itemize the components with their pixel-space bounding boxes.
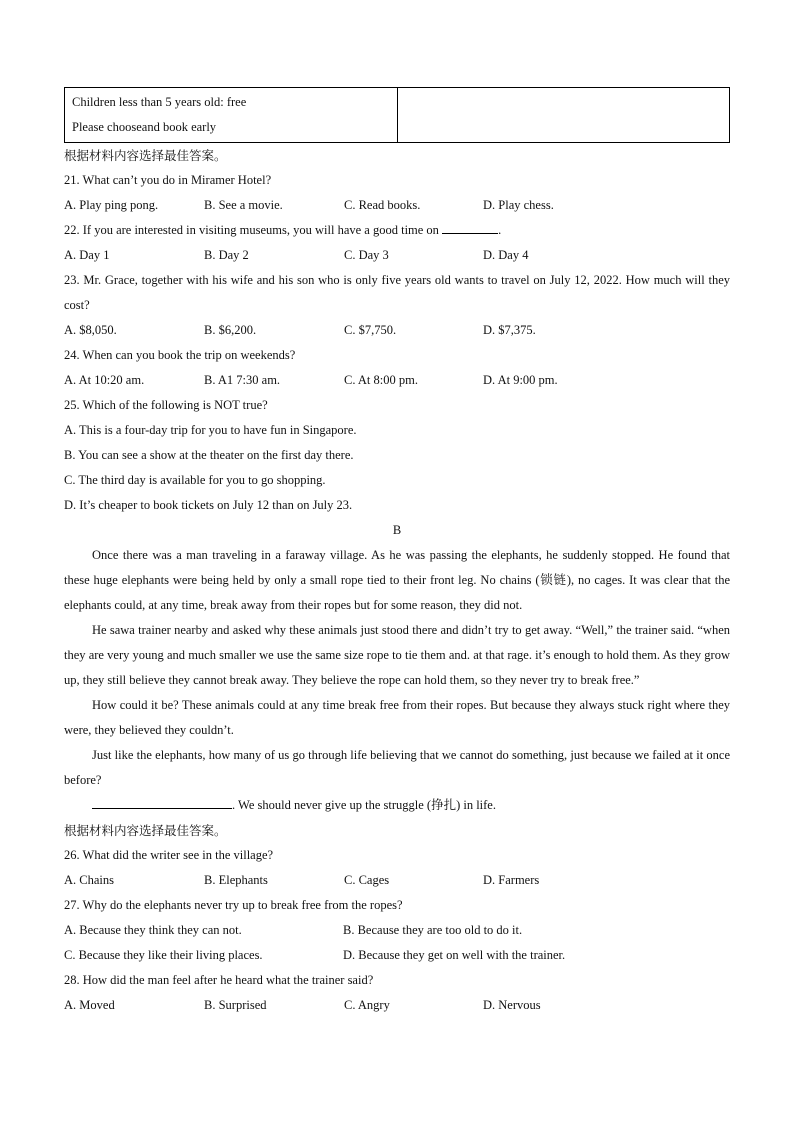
question-21-options bbox=[64, 193, 730, 218]
passage-paragraph-2: He sawa trainer nearby and asked why these animals just stood there and didn’t try to get away. “Well,” the trainer said. “when they are very young and much smaller we use the same size rope to tie them and. at that rage. it’s enough to hold them. As they grow up, they still believe they cannot break away. They believe the rope can hold them, so they never try to break free.” bbox=[64, 623, 730, 687]
option-b[interactable]: B. Elephants bbox=[204, 873, 268, 887]
option-b[interactable]: B. You can see a show at the theater on the first day there. bbox=[64, 448, 354, 462]
option-c[interactable]: C. The third day is available for you to go shopping. bbox=[64, 473, 326, 487]
table-line-book-early: Please chooseand book early bbox=[72, 120, 217, 134]
option-d[interactable]: D. Farmers bbox=[483, 873, 540, 887]
table-line-children-free: Children less than 5 years old: free bbox=[72, 95, 247, 109]
option-a[interactable]: A. Chains bbox=[64, 873, 114, 887]
question-21-stem: 21. What can’t you do in Miramer Hotel? bbox=[64, 173, 272, 187]
question-27-stem: 27. Why do the elephants never try up to break free from the ropes? bbox=[64, 898, 403, 912]
option-a[interactable]: A. $8,050. bbox=[64, 323, 117, 337]
info-table-right-cell bbox=[398, 88, 730, 143]
option-b[interactable]: B. Because they are too old to do it. bbox=[343, 923, 523, 937]
info-table bbox=[64, 87, 730, 143]
option-c[interactable]: C. $7,750. bbox=[344, 323, 397, 337]
question-22-stem-text: 22. If you are interested in visiting museums, you will have a good time on bbox=[64, 223, 439, 237]
option-b[interactable]: B. Surprised bbox=[204, 998, 267, 1012]
option-b[interactable]: B. Day 2 bbox=[204, 248, 249, 262]
instruction-text: 根据材料内容选择最佳答案。 bbox=[64, 148, 227, 163]
option-d[interactable]: D. Because they get on well with the trainer. bbox=[343, 948, 566, 962]
option-d[interactable]: D. Play chess. bbox=[483, 198, 554, 212]
option-a[interactable]: A. Day 1 bbox=[64, 248, 110, 262]
question-22-stem bbox=[64, 218, 730, 243]
question-24-stem: 24. When can you book the trip on weekends? bbox=[64, 348, 296, 362]
option-c[interactable]: C. Day 3 bbox=[344, 248, 389, 262]
question-28-stem: 28. How did the man feel after he heard what the trainer said? bbox=[64, 973, 374, 987]
question-22-stem-end: . bbox=[498, 223, 502, 237]
option-a[interactable]: A. This is a four-day trip for you to have fun in Singapore. bbox=[64, 423, 357, 437]
question-26-stem: 26. What did the writer see in the village? bbox=[64, 848, 274, 862]
question-22-options bbox=[64, 243, 730, 268]
option-c[interactable]: C. At 8:00 pm. bbox=[344, 373, 418, 387]
option-d[interactable]: D. Nervous bbox=[483, 998, 541, 1012]
question-28-options bbox=[64, 993, 730, 1018]
option-c[interactable]: C. Cages bbox=[344, 873, 390, 887]
exam-page bbox=[64, 87, 730, 1018]
option-d[interactable]: D. It’s cheaper to book tickets on July 12 than on July 23. bbox=[64, 498, 353, 512]
passage-paragraph-5 bbox=[64, 793, 730, 818]
option-c[interactable]: C. Angry bbox=[344, 998, 390, 1012]
question-26-options bbox=[64, 868, 730, 893]
option-a[interactable]: A. Play ping pong. bbox=[64, 198, 159, 212]
instruction-text: 根据材料内容选择最佳答案。 bbox=[64, 823, 227, 838]
passage-paragraph-5-text: . We should never give up the struggle (挣扎) in life. bbox=[232, 798, 496, 812]
answer-blank bbox=[92, 794, 232, 809]
option-c[interactable]: C. Because they like their living places. bbox=[64, 948, 263, 962]
question-23-stem: 23. Mr. Grace, together with his wife and his son who is only five years old wants to travel on July 12, 2022. How much will they cost? bbox=[64, 273, 730, 312]
option-a[interactable]: A. Because they think they can not. bbox=[64, 923, 242, 937]
info-table-left-cell bbox=[65, 88, 398, 143]
option-a[interactable]: A. At 10:20 am. bbox=[64, 373, 145, 387]
option-d[interactable]: D. At 9:00 pm. bbox=[483, 373, 558, 387]
question-25-stem: 25. Which of the following is NOT true? bbox=[64, 398, 268, 412]
question-24-options bbox=[64, 368, 730, 393]
option-b[interactable]: B. A1 7:30 am. bbox=[204, 373, 281, 387]
passage-paragraph-1: Once there was a man traveling in a faraway village. As he was passing the elephants, he suddenly stopped. He found that these huge elephants were being held by only a small rope tied to their front leg. No chains (锁链), no cages. It was clear that the elephants could, at any time, break away from their ropes but for some reason, they did not. bbox=[64, 548, 730, 612]
passage-paragraph-4: Just like the elephants, how many of us go through life believing that we cannot do something, just because we failed at it once before? bbox=[64, 748, 730, 787]
answer-blank bbox=[442, 219, 498, 234]
option-d[interactable]: D. $7,375. bbox=[483, 323, 536, 337]
option-a[interactable]: A. Moved bbox=[64, 998, 115, 1012]
option-b[interactable]: B. See a movie. bbox=[204, 198, 283, 212]
option-c[interactable]: C. Read books. bbox=[344, 198, 421, 212]
question-27-options-cd bbox=[64, 943, 730, 968]
option-b[interactable]: B. $6,200. bbox=[204, 323, 257, 337]
question-27-options-ab bbox=[64, 918, 730, 943]
passage-paragraph-3: How could it be? These animals could at any time break free from their ropes. But because they always stuck right where they were, they believed they couldn’t. bbox=[64, 698, 730, 737]
option-d[interactable]: D. Day 4 bbox=[483, 248, 529, 262]
section-heading-b: B bbox=[392, 523, 402, 537]
question-23-options bbox=[64, 318, 730, 343]
